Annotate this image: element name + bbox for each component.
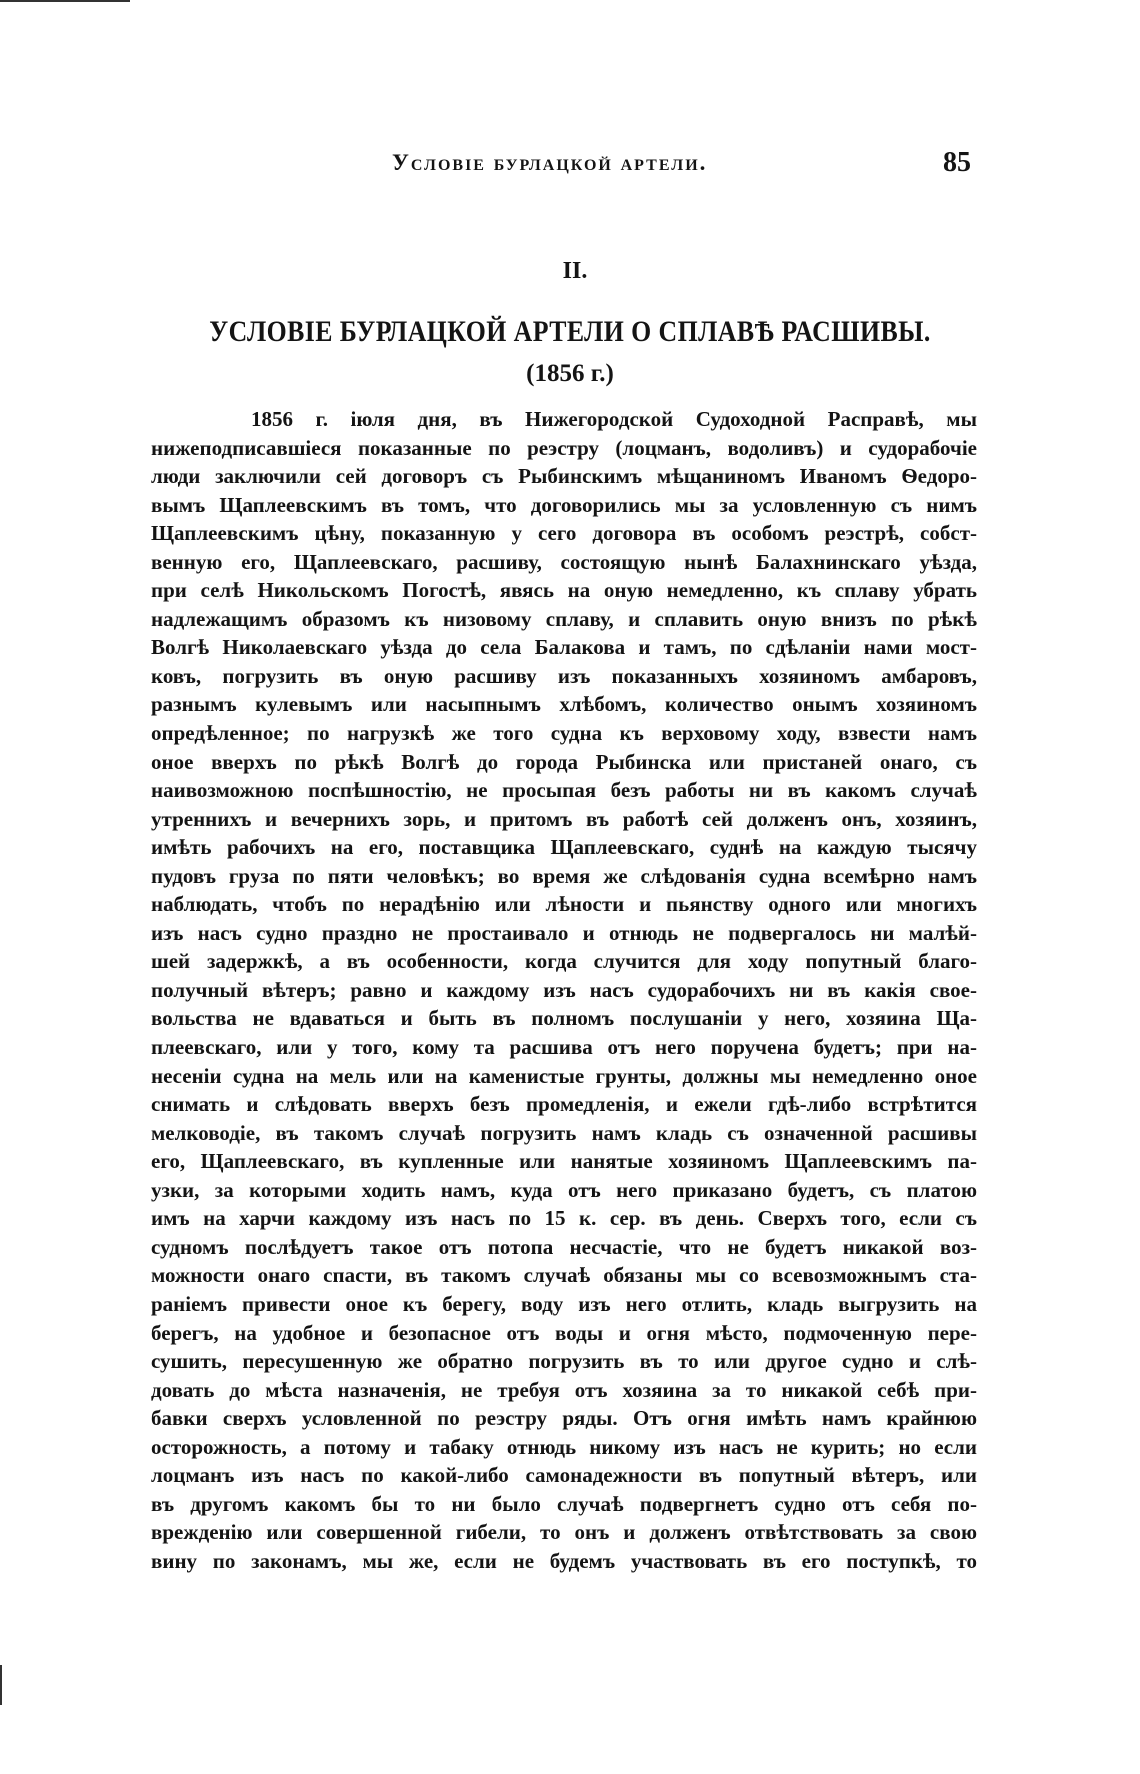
body-line: утреннихъ и вечернихъ зорь, и притомъ въ работѣ сей долженъ онъ, хозяинъ, (151, 806, 977, 831)
body-line: въ другомъ какомъ бы то ни было случаѣ подвергнетъ судно отъ себя по- (151, 1491, 977, 1516)
body-text (151, 405, 977, 1575)
body-line: нижеподписавшіеся показанные по реэстру (лоцманъ, водоливъ) и судорабочіе (151, 435, 977, 460)
body-line: получный вѣтеръ; равно и каждому изъ насъ судорабочихъ ни въ какія свое- (151, 977, 977, 1002)
body-line: вымъ Щаплеевскимъ въ томъ, что договорились мы за условленную съ нимъ (151, 492, 977, 517)
scan-edge-mark-top (0, 0, 130, 2)
body-line: его, Щаплеевскаго, въ купленные или нанятые хозяиномъ Щаплеевскимъ па- (151, 1149, 977, 1174)
body-line: Щаплеевскимъ цѣну, показанную у сего договора въ особомъ реэстрѣ, собст- (151, 521, 977, 546)
body-line: изъ насъ судно праздно не простаивало и отнюдь не подвергалось ни малѣй- (151, 920, 977, 945)
body-line: пудовъ груза по пяти человѣкъ; во время же слѣдованія судна всемѣрно намъ (151, 863, 977, 888)
body-line: осторожность, а потому и табаку отнюдь никому изъ насъ не курить; но если (151, 1434, 977, 1459)
body-line: судномъ послѣдуетъ такое отъ потопа несчастіе, что не будетъ никакой воз- (151, 1234, 977, 1259)
body-line: можности онаго спасти, въ такомъ случаѣ обязаны мы со всевозможнымъ ста- (151, 1263, 977, 1288)
body-line: вольства не вдаваться и быть въ полномъ послушаніи у него, хозяина Ща- (151, 1006, 977, 1031)
body-line: имѣть рабочихъ на его, поставщика Щаплеевскаго, суднѣ на каждую тысячу (151, 835, 977, 860)
body-line: несеніи судна на мель или на каменистые грунты, должны мы немедленно оное (151, 1063, 977, 1088)
body-line: надлежащимъ образомъ къ низовому сплаву, и сплавить оную внизъ по рѣкѣ (151, 606, 977, 631)
body-line: Волгѣ Николаевскаго уѣзда до села Балакова и тамъ, по сдѣланіи нами мост- (151, 635, 977, 660)
body-line: ковъ, погрузить въ оную расшиву изъ показанныхъ хозяиномъ амбаровъ, (151, 663, 977, 688)
body-line: довать до мѣста назначенія, не требуя отъ хозяина за то никакой себѣ при- (151, 1377, 977, 1402)
body-line: берегъ, на удобное и безопасное отъ воды и огня мѣсто, подмоченную пере- (151, 1320, 977, 1345)
scan-edge-mark-left (0, 1665, 2, 1705)
section-number: II. (562, 258, 588, 284)
body-line: врежденію или совершенной гибели, то онъ и долженъ отвѣтствовать за свою (151, 1520, 977, 1545)
body-line: опредѣленное; по нагрузкѣ же того судна къ верховому ходу, взвести намъ (151, 721, 977, 746)
body-line: шей задержкѣ, а въ особенности, когда случится для ходу попутный благо- (151, 949, 977, 974)
body-line: 1856 г. іюля дня, въ Нижегородской Судоходной Расправѣ, мы (251, 407, 977, 431)
body-line: узки, за которыми ходить намъ, куда отъ него приказано будетъ, съ платою (151, 1177, 977, 1202)
body-line: оное вверхъ по рѣкѣ Волгѣ до города Рыбинска или пристаней онаго, съ (151, 749, 977, 774)
document-year: (1856 г.) (526, 360, 614, 387)
body-line: наблюдать, чтобъ по нерадѣнію или лѣности и пьянству одного или многихъ (151, 892, 977, 917)
body-line: бавки сверхъ условленной по реэстру ряды. Отъ огня имѣть намъ крайнюю (151, 1406, 977, 1431)
body-line: при селѣ Никольскомъ Погостѣ, явясь на оную немедленно, къ сплаву убрать (151, 578, 977, 603)
body-line: раніемъ привести оное къ берегу, воду изъ него отлить, кладь выгрузить на (151, 1291, 977, 1316)
page-number: 85 (943, 147, 971, 178)
running-head (0, 147, 1140, 184)
body-line: люди заключили сей договоръ съ Рыбинскимъ мѣщаниномъ Иваномъ Ѳедоро- (151, 464, 977, 489)
body-line: разнымъ кулевымъ или насыпнымъ хлѣбомъ, количество онымъ хозяиномъ (151, 692, 977, 717)
body-line: мелководіе, въ такомъ случаѣ погрузить намъ кладь съ означенной расшивы (151, 1120, 977, 1145)
body-line: наивозможною поспѣшностію, не просыпая безъ работы ни въ какомъ случаѣ (151, 778, 977, 803)
body-line: имъ на харчи каждому изъ насъ по 15 к. сер. въ день. Сверхъ того, если съ (151, 1206, 977, 1231)
body-line: вину по законамъ, мы же, если не будемъ участвовать въ его поступкѣ, то (151, 1548, 977, 1573)
running-head-title: Условіе бурлацкой артели. (392, 150, 708, 175)
body-line: лоцманъ изъ насъ по какой-либо самонадежности въ попутный вѣтеръ, или (151, 1463, 977, 1488)
body-line: сушить, пересушенную же обратно погрузить въ то или другое судно и слѣ- (151, 1349, 977, 1374)
body-line: венную его, Щаплеевскаго, расшиву, состоящую нынѣ Балахнинскаго уѣзда, (151, 549, 977, 574)
body-line: плеевскаго, или у того, кому та расшива отъ него поручена будетъ; при на- (151, 1035, 977, 1060)
document-title: УСЛОВІЕ БУРЛАЦКОЙ АРТЕЛИ О СПЛАВѢ РАСШИВЫ. (209, 315, 931, 348)
body-line: снимать и слѣдовать вверхъ безъ промедленія, и ежели гдѣ-либо встрѣтится (151, 1092, 977, 1117)
